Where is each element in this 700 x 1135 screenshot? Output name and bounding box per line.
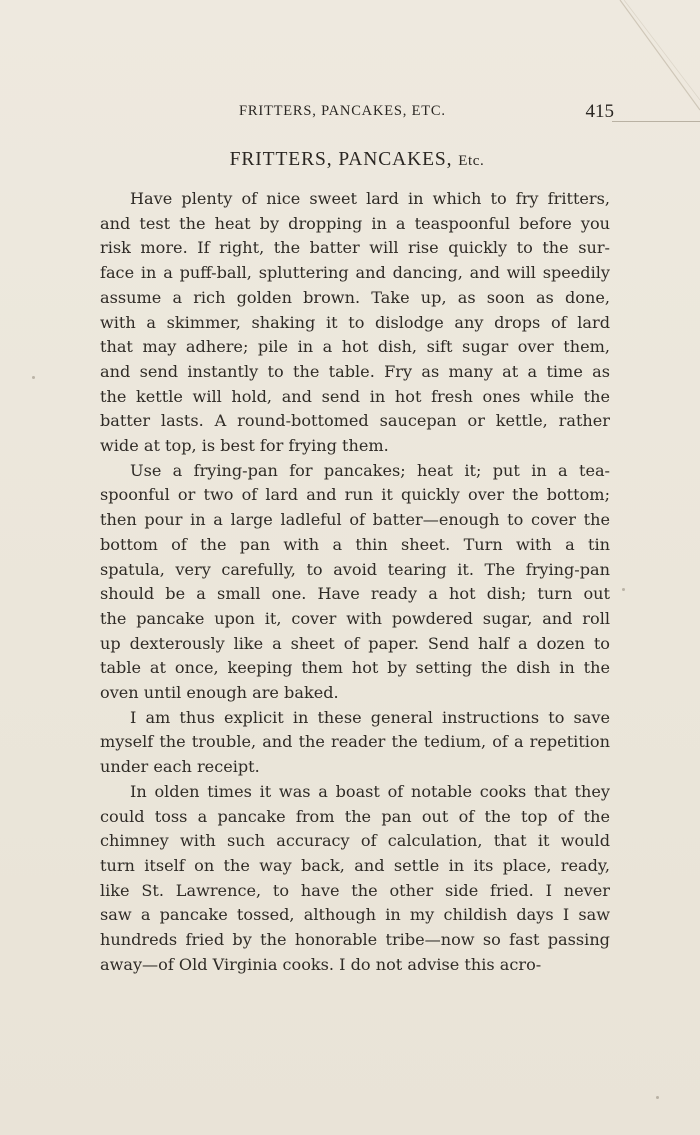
text-line: and test the heat by dropping in a teaspoonful before you bbox=[100, 213, 610, 233]
body-text bbox=[100, 187, 610, 978]
text-line: saw a pancake tossed, although in my childish days I saw bbox=[100, 905, 610, 925]
text-line: face in a puff-ball, spluttering and dancing, and will speedily bbox=[100, 263, 610, 283]
text-line: should be a small one. Have ready a hot dish; turn out bbox=[100, 584, 610, 604]
text-line: hundreds fried by the honorable tribe—now so fast passing bbox=[100, 930, 610, 950]
running-head-title: FRITTERS, PANCAKES, ETC. bbox=[239, 103, 446, 119]
paragraph bbox=[100, 780, 610, 978]
text-line: under each receipt. bbox=[100, 757, 260, 777]
paragraph bbox=[100, 706, 610, 780]
text-line: chimney with such accuracy of calculation, that it would bbox=[100, 831, 610, 851]
text-line: that may adhere; pile in a hot dish, sift sugar over them, bbox=[100, 337, 610, 357]
text-line: In olden times it was a boast of notable cooks that they bbox=[130, 781, 610, 801]
text-line: myself the trouble, and the reader the tedium, of a repetition bbox=[100, 732, 610, 752]
text-line: could toss a pancake from the pan out of the top of the bbox=[100, 806, 610, 826]
page-number: 415 bbox=[585, 101, 614, 122]
page-corner-crease bbox=[610, 0, 700, 120]
text-line: wide at top, is best for frying them. bbox=[100, 436, 389, 456]
text-line: with a skimmer, shaking it to dislodge any drops of lard bbox=[100, 312, 610, 332]
paper-speck bbox=[622, 588, 625, 591]
running-head bbox=[100, 101, 614, 127]
text-line: up dexterously like a sheet of paper. Send half a dozen to bbox=[100, 633, 610, 653]
text-line: table at once, keeping them hot by setting the dish in the bbox=[100, 658, 610, 678]
text-line: bottom of the pan with a thin sheet. Turn with a tin bbox=[100, 534, 610, 554]
text-line: and send instantly to the table. Fry as many at a time as bbox=[100, 361, 610, 381]
paragraph bbox=[100, 459, 610, 706]
text-line: the kettle will hold, and send in hot fresh ones while the bbox=[100, 386, 610, 406]
text-line: then pour in a large ladleful of batter—enough to cover the bbox=[100, 510, 610, 530]
text-line: away—of Old Virginia cooks. I do not advise this acro- bbox=[100, 954, 542, 974]
chapter-title bbox=[100, 149, 614, 171]
text-line: spoonful or two of lard and run it quickly over the bottom; bbox=[100, 485, 610, 505]
chapter-title-etc: Etc. bbox=[458, 153, 485, 169]
paragraph bbox=[100, 187, 610, 459]
paper-speck bbox=[32, 376, 35, 379]
text-line: spatula, very carefully, to avoid tearing it. The frying-pan bbox=[100, 559, 610, 579]
text-line: like St. Lawrence, to have the other side fried. I never bbox=[100, 880, 610, 900]
text-line: oven until enough are baked. bbox=[100, 683, 339, 703]
text-line: the pancake upon it, cover with powdered sugar, and roll bbox=[100, 608, 610, 628]
text-line: assume a rich golden brown. Take up, as soon as done, bbox=[100, 287, 610, 307]
text-line: Use a frying-pan for pancakes; heat it; put in a tea- bbox=[130, 460, 610, 480]
text-line: I am thus explicit in these general instructions to save bbox=[130, 707, 610, 727]
text-line: risk more. If right, the batter will rise quickly to the sur- bbox=[100, 238, 610, 258]
chapter-title-main: FRITTERS, PANCAKES, bbox=[229, 149, 459, 170]
text-line: Have plenty of nice sweet lard in which to fry fritters, bbox=[130, 189, 610, 208]
paper-speck bbox=[656, 1096, 659, 1099]
text-line: turn itself on the way back, and settle in its place, ready, bbox=[100, 855, 610, 875]
header-rule bbox=[612, 121, 700, 122]
text-line: batter lasts. A round-bottomed saucepan or kettle, rather bbox=[100, 411, 610, 431]
